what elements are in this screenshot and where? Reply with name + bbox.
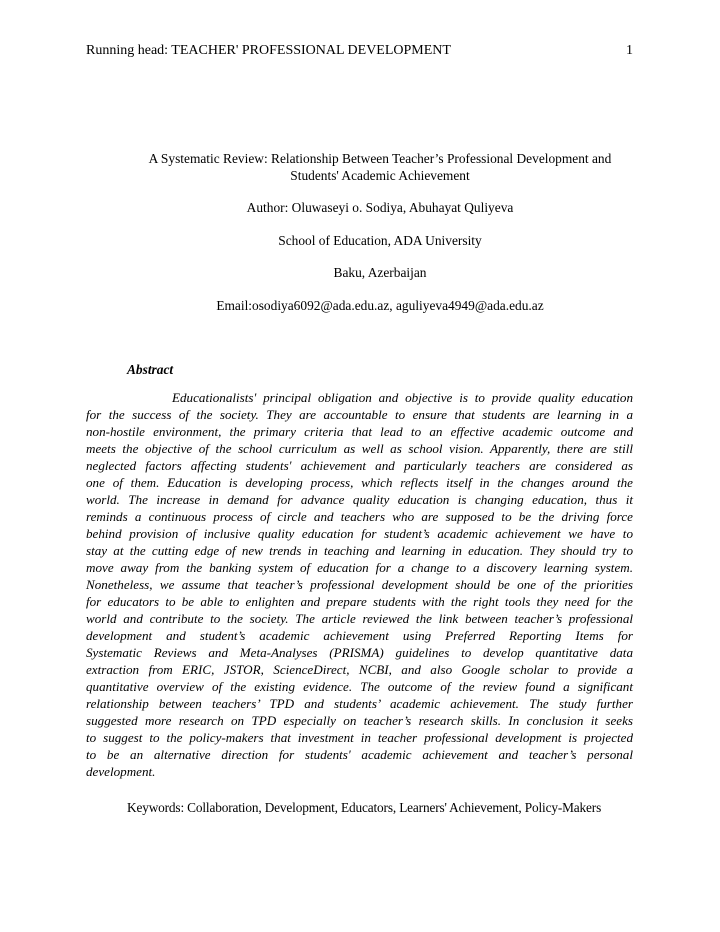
paper-title-line-2: Students' Academic Achievement: [290, 167, 470, 183]
abstract-line: Systematic Reviews and Meta-Analyses (PRISMA) guidelines to develop quantitative data: [86, 645, 633, 660]
abstract-line: quantitative overview of the existing evidence. The outcome of the review found a significant: [86, 679, 633, 694]
abstract-line: neglected factors affecting students' achievement and particularly teachers are considered as: [86, 458, 633, 473]
abstract-line: one of them. Education is developing process, which reflects itself in the changes around the: [86, 475, 633, 490]
abstract-line: move away from the banking system of education for a change to a discovery learning system.: [86, 560, 633, 575]
abstract-heading: Abstract: [127, 362, 174, 377]
abstract-line: stay at the cutting edge of new trends in teaching and learning in education. They should try to: [86, 543, 633, 558]
abstract-line: meets the objective of the school curriculum as well as school vision. Apparently, there are still: [86, 441, 633, 456]
abstract-line: Educationalists' principal obligation and objective is to provide quality education: [172, 390, 633, 405]
abstract-line: Nonetheless, we assume that teacher’s professional development should be one of the priorities: [86, 577, 633, 592]
abstract-line: non-hostile environment, the primary criteria that lead to an effective academic outcome and: [86, 424, 633, 439]
author-line: Author: Oluwaseyi o. Sodiya, Abuhayat Quliyeva: [246, 200, 514, 215]
page-number: 1: [626, 43, 633, 58]
abstract-line: reminds a continuous process of circle and teachers who are supposed to be the driving force: [86, 509, 633, 524]
abstract-line: behind provision of inclusive quality education for student’s academic achievement we have to: [86, 526, 633, 541]
keywords-line: Keywords: Collaboration, Development, Educators, Learners' Achievement, Policy-Makers: [127, 800, 602, 815]
abstract-line: to be an alternative direction for students' academic achievement and teacher’s personal: [86, 747, 633, 762]
abstract-line: development and student’s academic achievement using Preferred Reporting Items for: [86, 628, 633, 643]
affiliation-line: School of Education, ADA University: [278, 233, 482, 248]
paper-title-line-1: A Systematic Review: Relationship Between Teacher’s Professional Development and: [148, 151, 612, 166]
abstract-line: for the success of the society. They are accountable to ensure that students are learning in a: [86, 407, 633, 422]
abstract-line: development.: [86, 764, 156, 779]
abstract-line: relationship between teachers’ TPD and students’ academic achievement. The study further: [86, 696, 633, 711]
abstract-line: world. The increase in demand for advance quality education is changing education, thus it: [86, 492, 633, 507]
abstract-line: for educators to be able to enlighten and prepare students with the right tools they need for the: [86, 594, 633, 609]
abstract-body: [86, 389, 633, 780]
abstract-line: to suggest to the policy-makers that investment in teacher professional development is projected: [86, 730, 633, 745]
abstract-line: world and contribute to the society. The article reviewed the link between teacher’s professional: [86, 611, 633, 626]
abstract-line: extraction from ERIC, JSTOR, ScienceDirect, NCBI, and also Google scholar to provide a: [86, 662, 633, 677]
running-head: Running head: TEACHER' PROFESSIONAL DEVELOPMENT: [86, 43, 451, 58]
email-line: Email:osodiya6092@ada.edu.az, aguliyeva4949@ada.edu.az: [216, 298, 544, 313]
abstract-line: suggested more research on TPD especially on teacher’s research skills. In conclusion it seeks: [86, 713, 633, 728]
paper-title: [120, 151, 640, 184]
location-line: Baku, Azerbaijan: [333, 265, 427, 280]
